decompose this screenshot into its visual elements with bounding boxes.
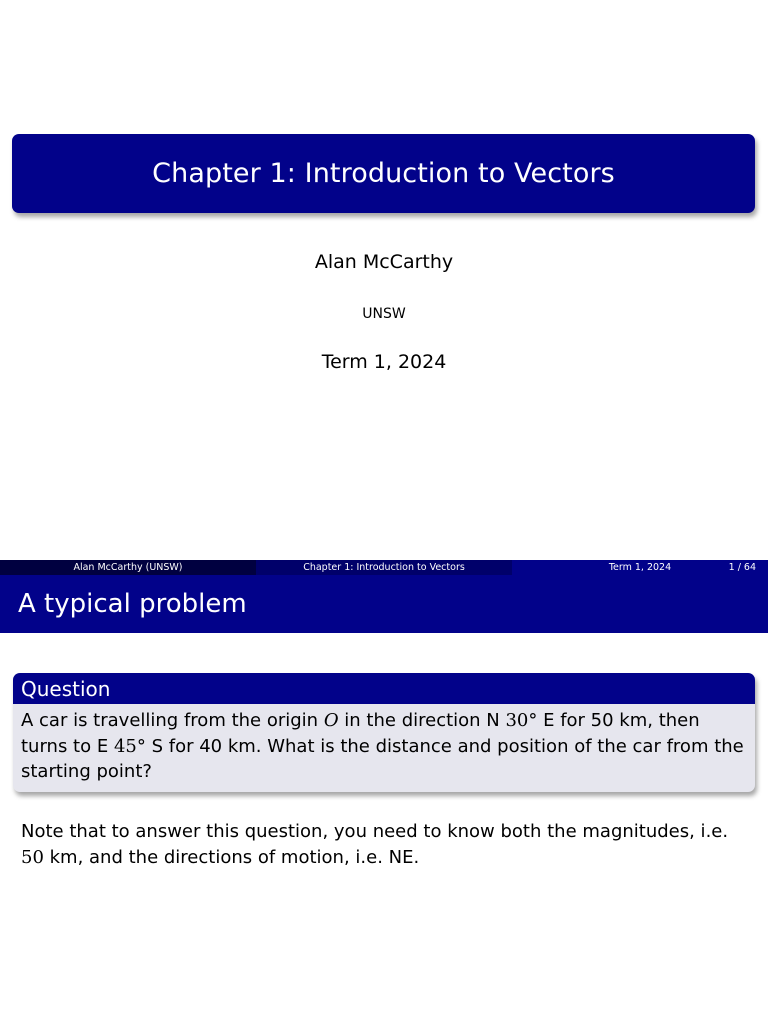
author-name: Alan McCarthy (314, 251, 454, 273)
note-part-2: km, and the directions of motion, i.e. NE. (43, 847, 420, 868)
footline-date: Term 1, 2024 (608, 562, 672, 573)
note-paragraph (21, 819, 751, 871)
angle-2: 45° (113, 735, 146, 757)
magnitude-value: 50 (21, 847, 44, 868)
institute-name: UNSW (362, 306, 406, 322)
frame-title: A typical problem (0, 575, 768, 633)
note-part-1: Note that to answer this question, you need to know both the magnitudes, i.e. (21, 821, 729, 842)
title-box (12, 134, 755, 213)
footline (0, 560, 768, 575)
angle-1: 30° (505, 710, 538, 731)
question-part-1: A car is travelling from the origin (21, 710, 324, 731)
question-part-2: in the direction N (338, 710, 506, 731)
presentation-date: Term 1, 2024 (321, 351, 447, 373)
footline-author: Alan McCarthy (UNSW) (0, 560, 256, 575)
content-slide (0, 560, 768, 1024)
footline-title: Chapter 1: Introduction to Vectors (256, 560, 512, 575)
question-part-4: S for 40 km. What is the distance and position of the car from the starting point? (21, 735, 744, 782)
block-title: Question (13, 673, 755, 704)
origin-symbol: O (323, 710, 339, 731)
question-block (13, 673, 755, 792)
question-text (13, 704, 755, 785)
question-part-3: E for 50 km, then turns to E (21, 710, 700, 757)
presentation-title: Chapter 1: Introduction to Vectors (152, 158, 615, 189)
page-number: 1 / 64 (728, 562, 756, 573)
footline-date-cell (512, 560, 768, 575)
